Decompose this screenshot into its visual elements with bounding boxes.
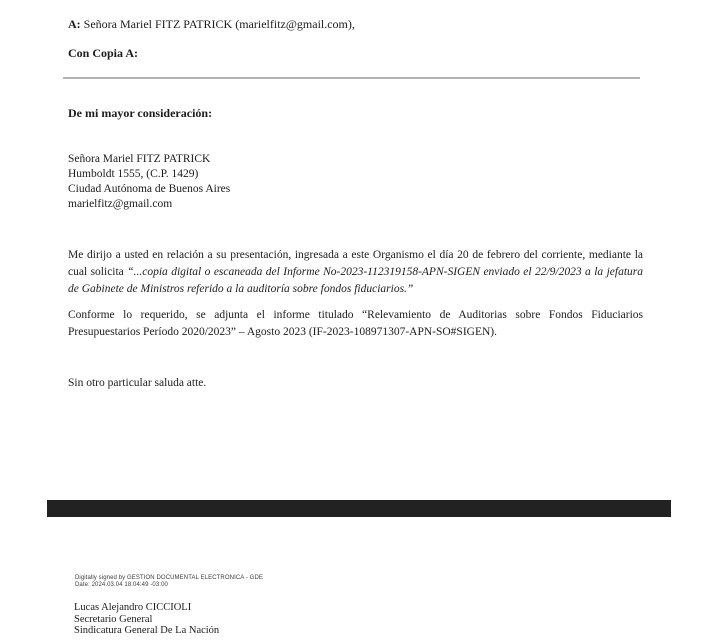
address-line-street: Humboldt 1555, (C.P. 1429) bbox=[68, 168, 199, 180]
stamp-signed-by: Digitally signed by GESTION DOCUMENTAL ELECTRONICA - GDE bbox=[75, 575, 263, 581]
body-paragraph-1 bbox=[68, 247, 643, 298]
paragraph1-lead: Me dirijo a usted en relación a su presentación, ingresada a este Organismo el día 20 de febrero del corriente, mediante la cual solicita bbox=[68, 249, 643, 278]
salutation: De mi mayor consideración: bbox=[68, 106, 213, 120]
address-line-name: Señora Mariel FITZ PATRICK bbox=[68, 153, 211, 165]
horizontal-divider bbox=[63, 77, 640, 79]
signatory-title: Secretario General bbox=[74, 613, 153, 625]
address-line-city: Ciudad Autónoma de Buenos Aires bbox=[68, 183, 231, 195]
redaction-bar bbox=[47, 500, 671, 517]
body-paragraph-2: Conforme lo requerido, se adjunta el informe titulado “Relevamiento de Auditorias sobre Fondos Fiduciarios Presupuestarios Período 2020/2023” – Agosto 2023 (IF-2023-108971307-APN-SO#SIGEN). bbox=[68, 309, 643, 338]
digital-signature-stamp bbox=[75, 575, 263, 589]
stamp-date: Date: 2024.03.04 18:04:49 -03:00 bbox=[75, 582, 168, 588]
paragraph1-quote: “...copia digital o escaneada del Informe No-2023-112319158-APN-SIGEN enviado el 22/9/2023 a la jefatura de Gabinete de Ministros referido a la auditoría sobre fondos fiduciarios.” bbox=[68, 266, 644, 295]
signatory-block bbox=[74, 602, 219, 637]
signatory-name: Lucas Alejandro CICCIOLI bbox=[74, 602, 192, 613]
cc-label: Con Copia A: bbox=[68, 46, 139, 60]
recipient-line bbox=[68, 17, 651, 32]
recipient-label: A: bbox=[68, 17, 81, 31]
address-block bbox=[68, 152, 230, 212]
closing-line: Sin otro particular saluda atte. bbox=[68, 377, 207, 389]
address-line-email: marielfitz@gmail.com bbox=[68, 198, 173, 210]
signatory-organization: Sindicatura General De La Nación bbox=[74, 625, 220, 636]
recipient-text: Señora Mariel FITZ PATRICK (marielfitz@gmail.com), bbox=[83, 17, 355, 31]
